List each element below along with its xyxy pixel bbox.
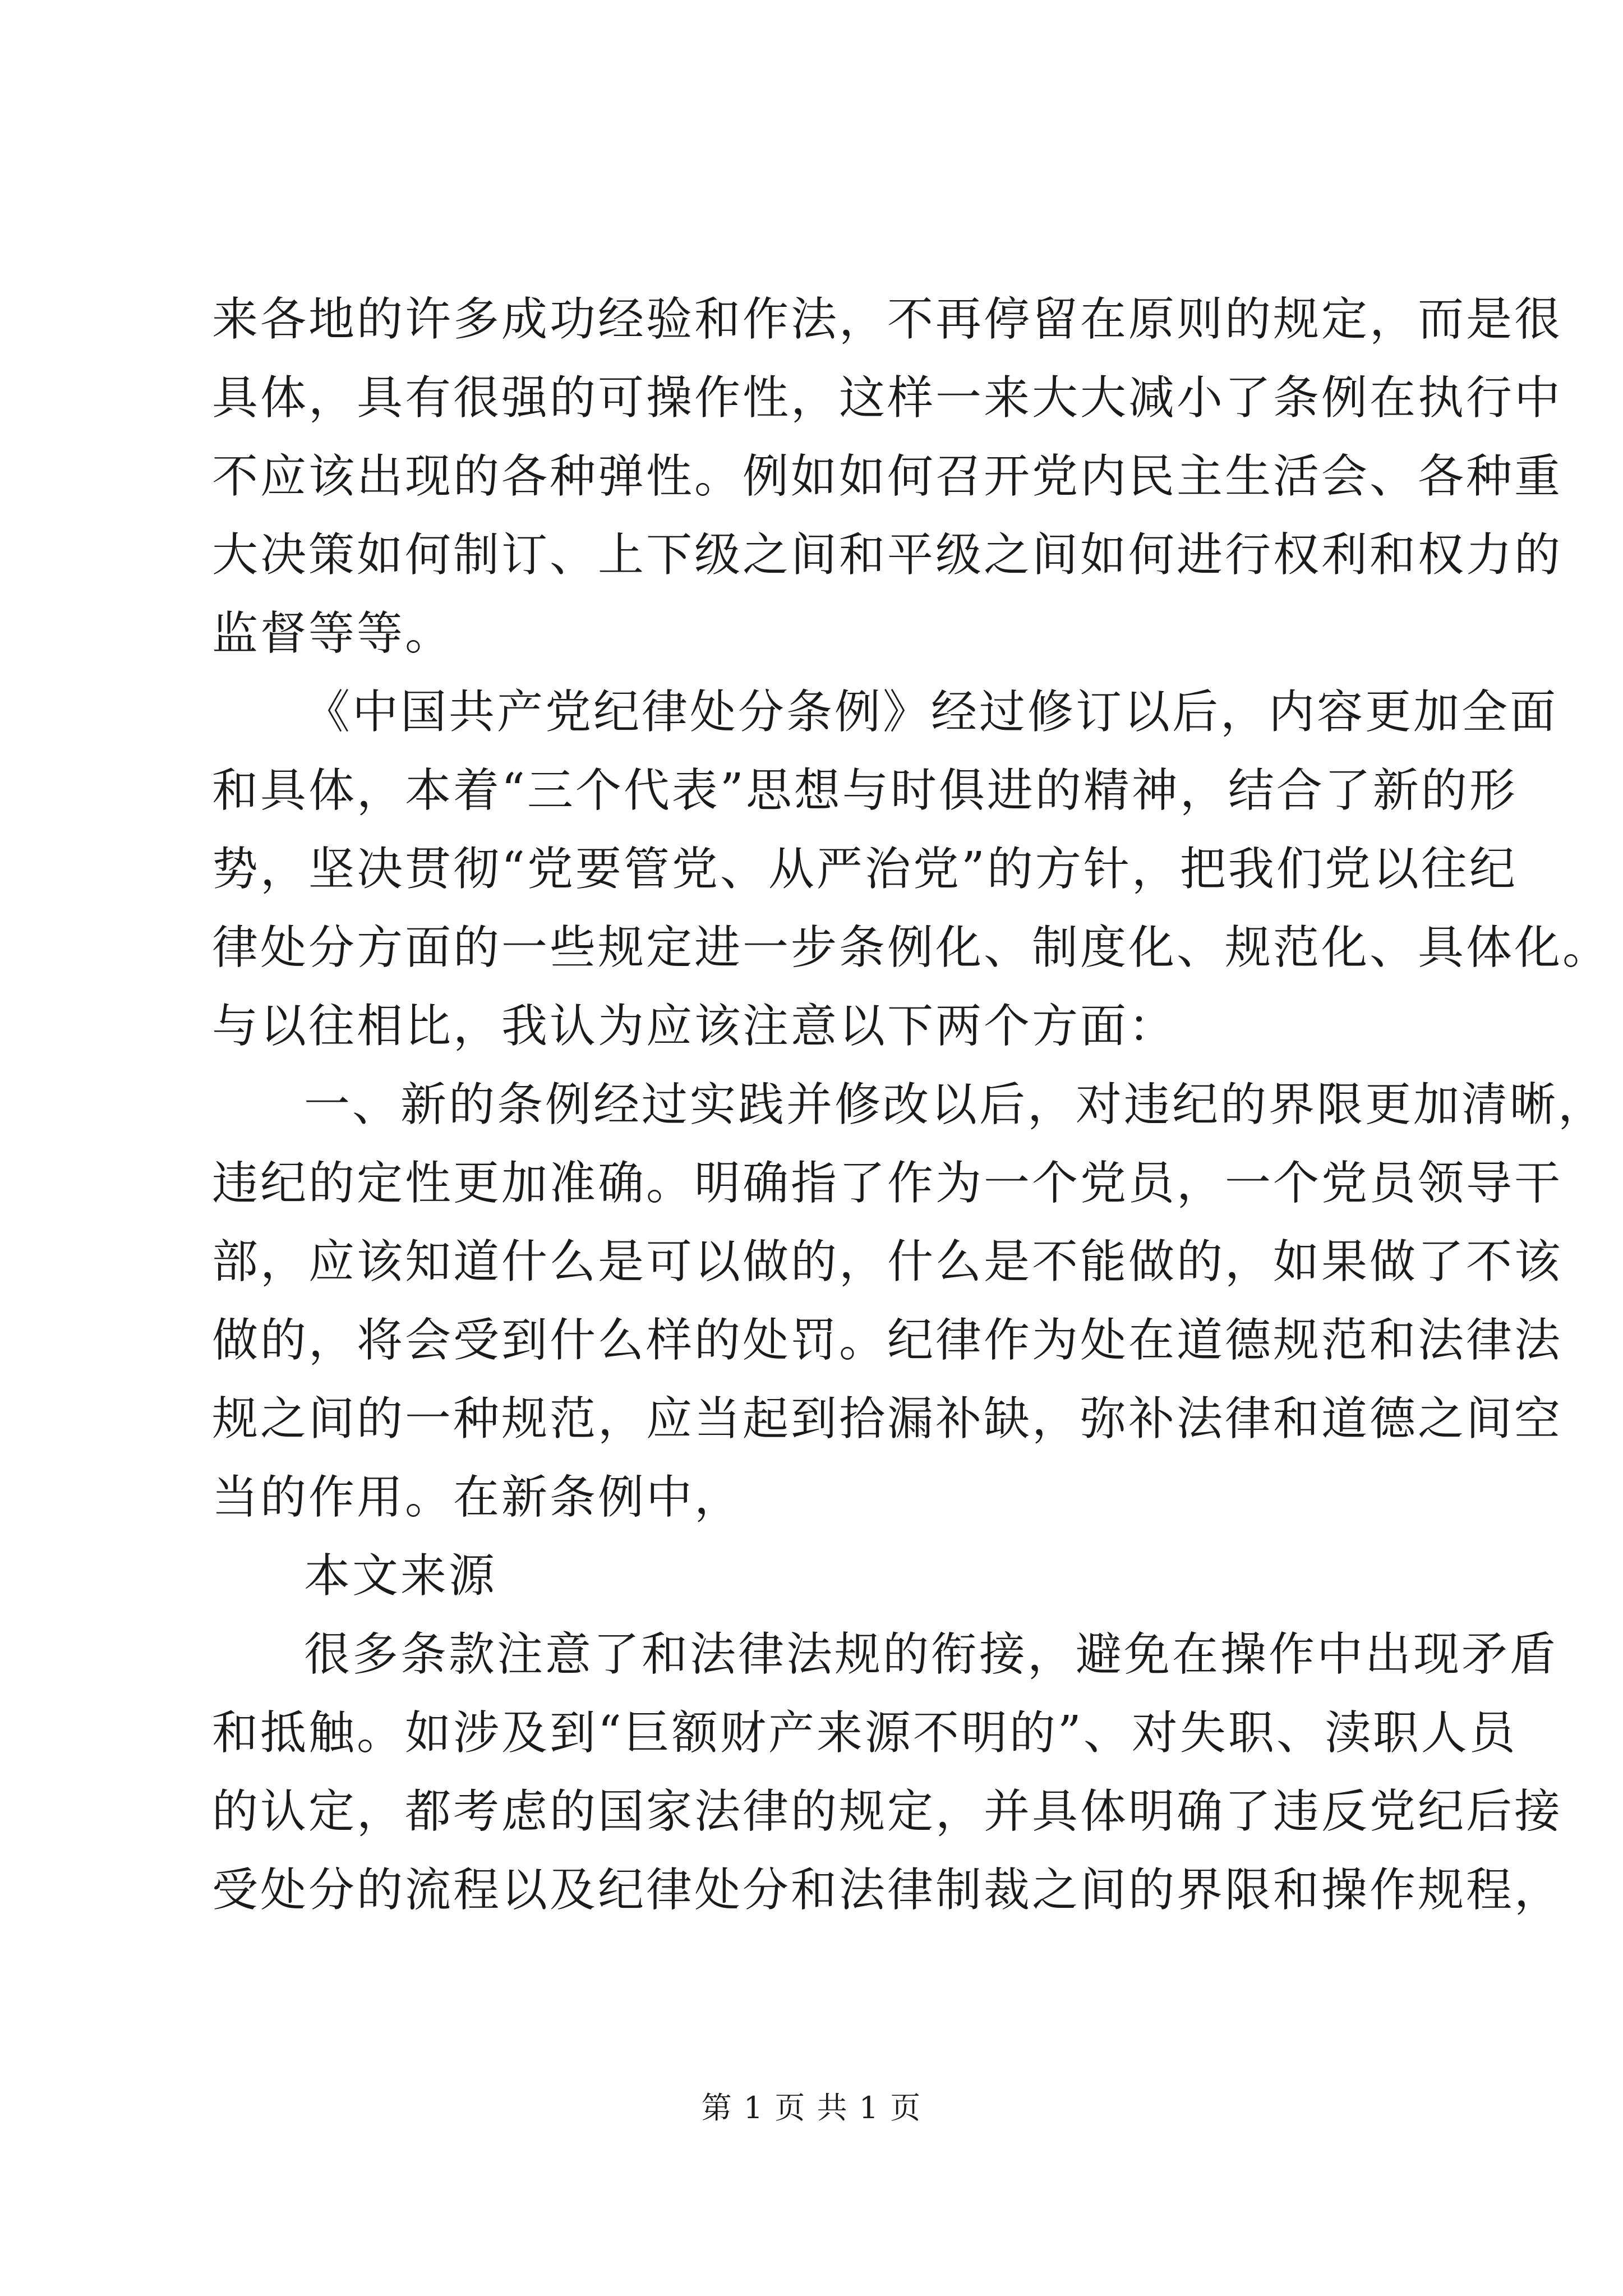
text-line: 与以往相比，我认为应该注意以下两个方面： (212, 1000, 1177, 1053)
text-line: 做的，将会受到什么样的处罚。纪律作为处在道德规范和法律法 (212, 1314, 1563, 1367)
paragraph-start-line: 很多条款注意了和法律法规的衔接，避免在操作中出现矛盾 (304, 1628, 1559, 1681)
text-line: 的认定，都考虑的国家法律的规定，并具体明确了违反党纪后接 (212, 1785, 1563, 1838)
source-note-line: 本文来源 (304, 1549, 497, 1603)
body-text (212, 280, 1611, 1930)
text-line: 违纪的定性更加准确。明确指了作为一个党员，一个党员领导干 (212, 1157, 1563, 1210)
text-line: 势，坚决贯彻“党要管党、从严治党”的方针，把我们党以往纪 (212, 843, 1518, 896)
text-line: 当的作用。在新条例中， (212, 1471, 743, 1524)
text-line: 部，应该知道什么是可以做的，什么是不能做的，如果做了不该 (212, 1235, 1563, 1289)
paragraph-start-line: 《中国共产党纪律处分条例》经过修订以后，内容更加全面 (304, 685, 1559, 739)
text-line: 和抵触。如涉及到“巨额财产来源不明的”、对失职、渎职人员 (212, 1706, 1518, 1760)
paragraph-start-line: 一、新的条例经过实践并修改以后，对违纪的界限更加清晰， (304, 1078, 1607, 1131)
text-line: 受处分的流程以及纪律处分和法律制裁之间的界限和操作规程， (212, 1864, 1563, 1917)
text-line: 不应该出现的各种弹性。例如如何召开党内民主生活会、各种重 (212, 450, 1563, 503)
text-line: 和具体，本着“三个代表”思想与时俱进的精神，结合了新的形 (212, 764, 1518, 817)
text-line: 律处分方面的一些规定进一步条例化、制度化、规范化、具体化。 (212, 921, 1611, 974)
text-line: 监督等等。 (212, 607, 454, 660)
page-footer: 第 1 页 共 1 页 (701, 2090, 922, 2125)
text-line: 具体，具有很强的可操作性，这样一来大大减小了条例在执行中 (212, 371, 1563, 425)
text-line: 规之间的一种规范，应当起到拾漏补缺，弥补法律和道德之间空 (212, 1392, 1563, 1446)
text-line: 大决策如何制订、上下级之间和平级之间如何进行权利和权力的 (212, 528, 1563, 582)
text-line: 来各地的许多成功经验和作法，不再停留在原则的规定，而是很 (212, 293, 1563, 346)
